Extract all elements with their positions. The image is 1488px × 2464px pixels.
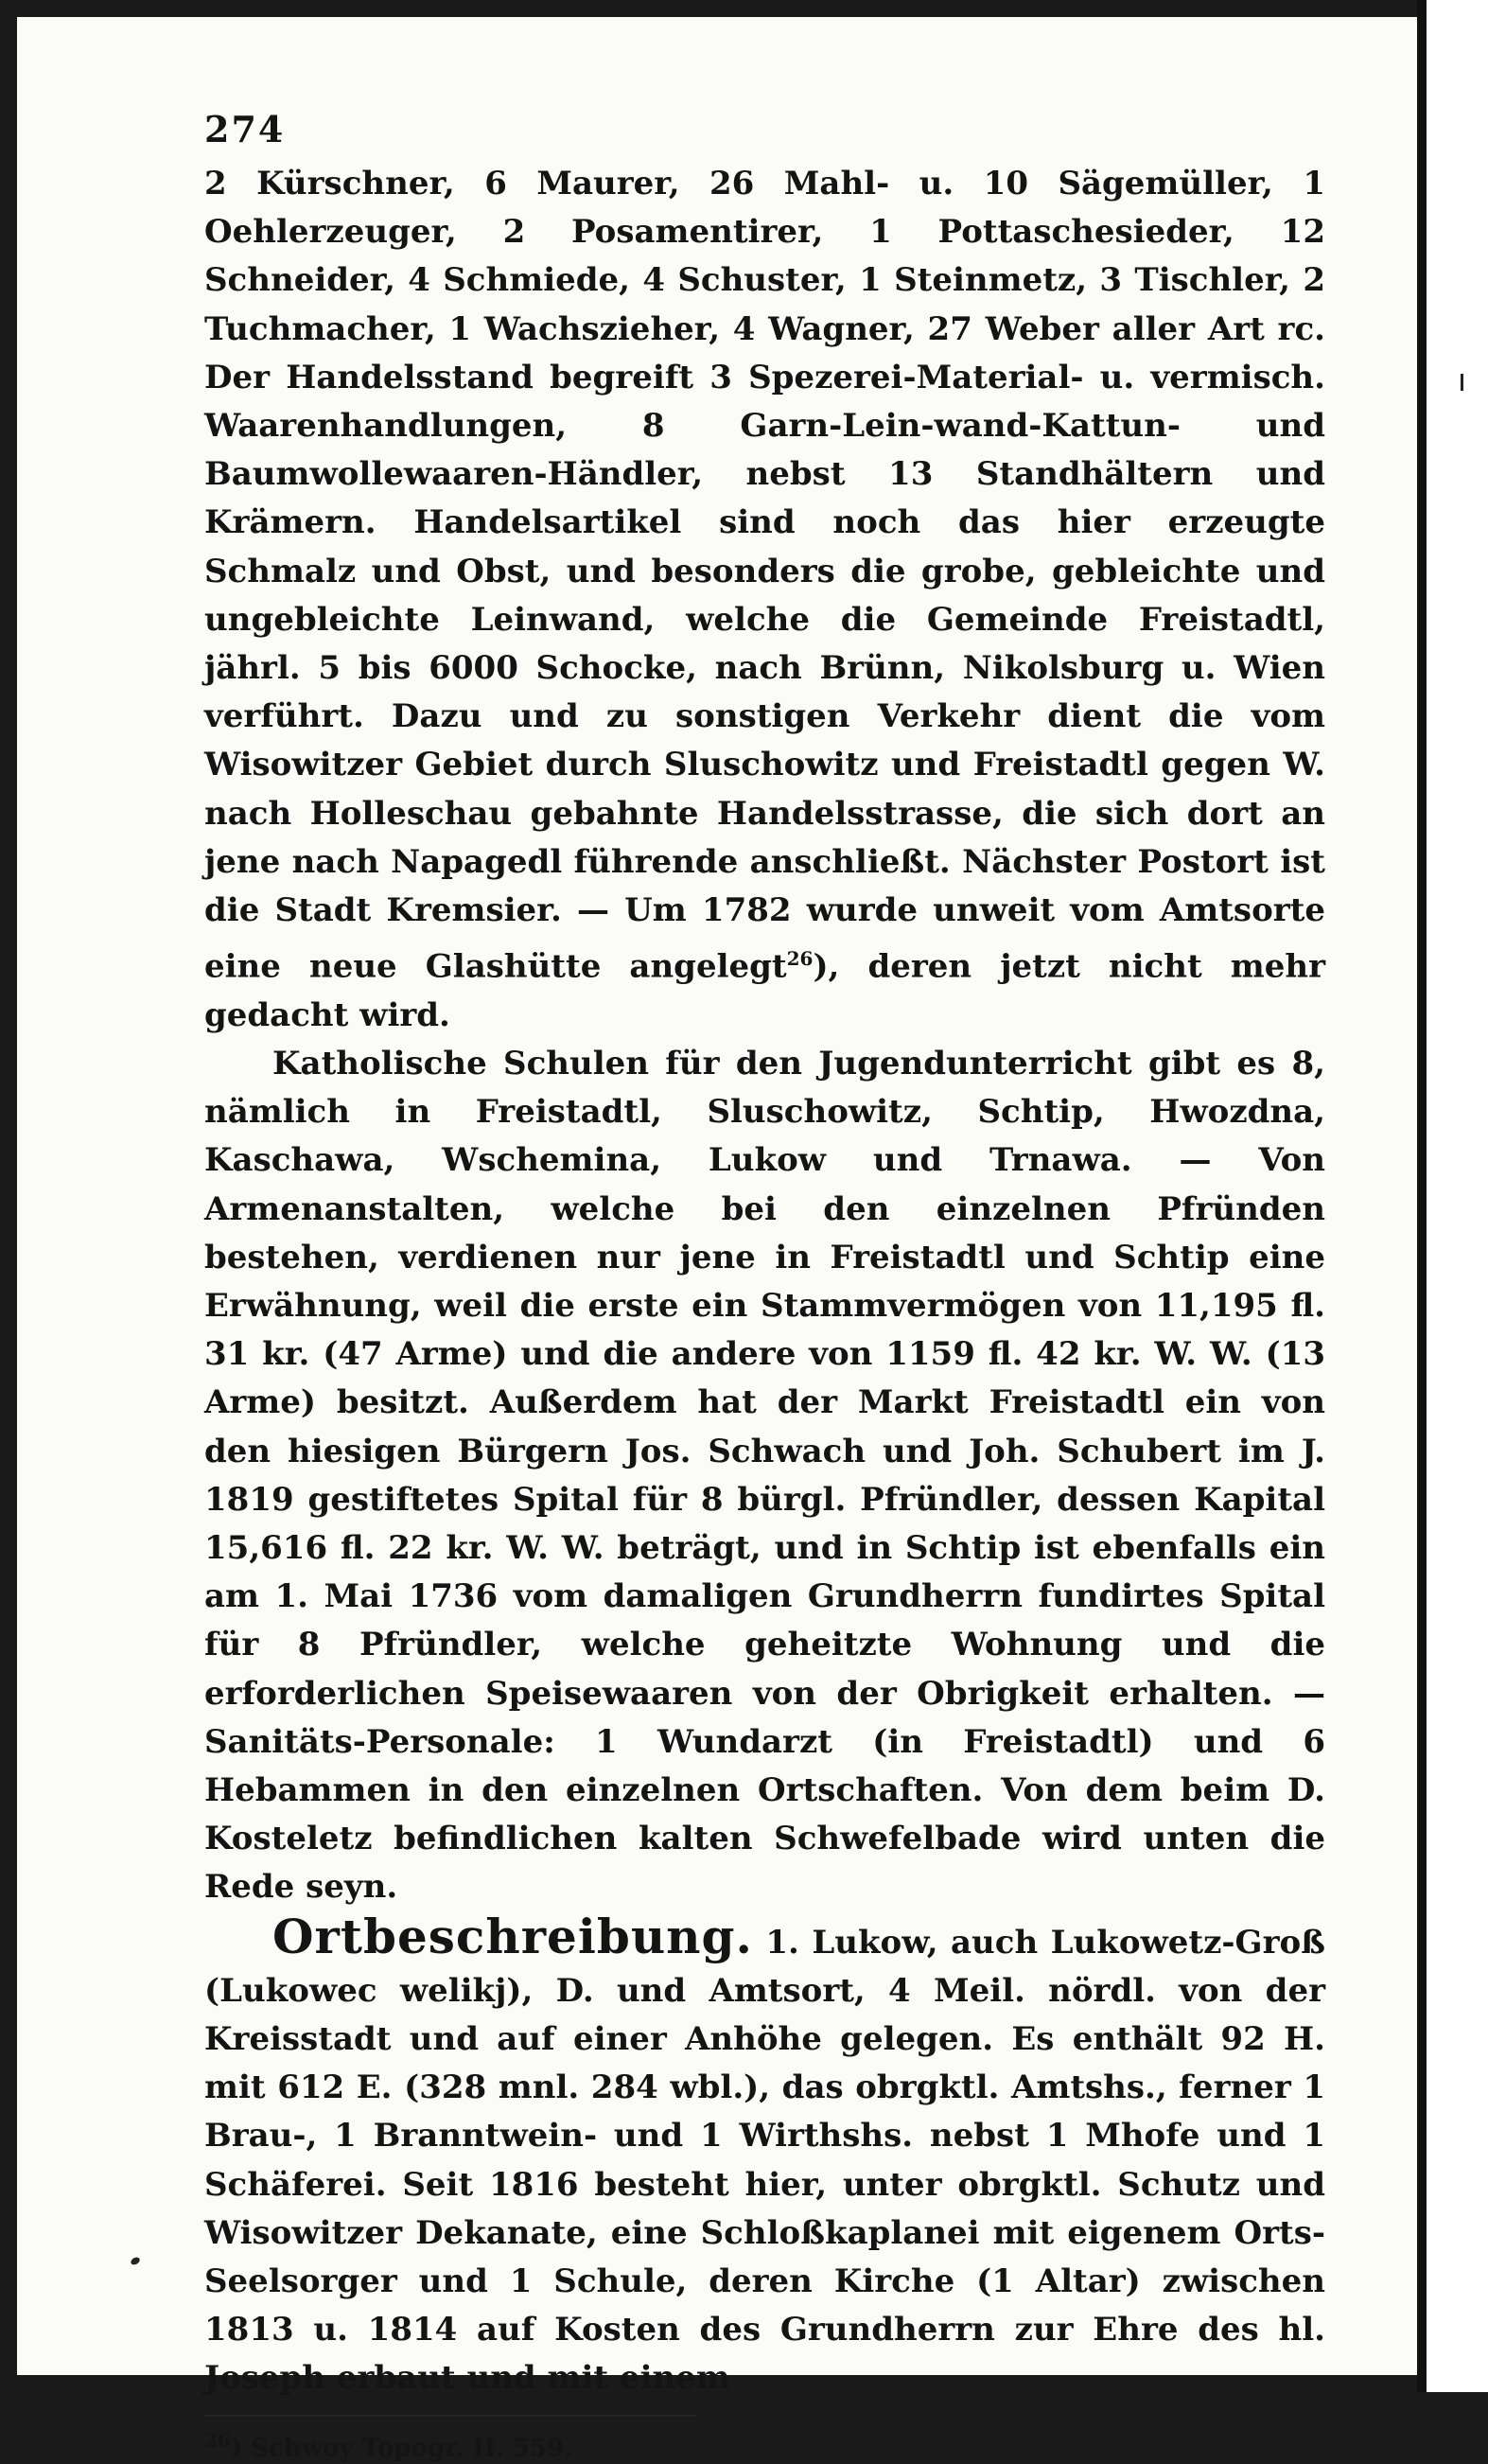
paragraph-locations bbox=[204, 1908, 1325, 2403]
footnote-ref: 26 bbox=[786, 947, 814, 971]
paragraph-trades bbox=[204, 160, 1325, 1040]
ink-speck bbox=[130, 2256, 141, 2266]
adjacent-page-edge bbox=[1417, 0, 1488, 2392]
paragraph-locations-text: 1. Lukow, auch Lukowetz-Groß (Lukowec welikj), D. und Amtsort, 4 Meil. nördl. von der Kreisstadt und auf einer Anhöhe gelegen. Es enthält 92 H. mit 612 E. (328 mnl. 284 wbl.), das obrgktl. Amtshs., ferner 1 Brau-, 1 Branntwein- und 1 Wirthshs. nebst 1 Mhofe und 1 Schäferei. Seit 1816 besteht hier, unter obrgktl. Schutz und Wisowitzer Dekanate, eine Schloßkaplanei mit eigenem Orts-Seelsorger und 1 Schule, deren Kirche (1 Altar) zwischen 1813 u. 1814 auf Kosten des Grundherrn zur Ehre des hl. Joseph erbaut und mit einem bbox=[204, 1923, 1325, 2398]
paragraph-schools: Katholische Schulen für den Jugendunterricht gibt es 8, nämlich in Freistadtl, Sluschowitz, Schtip, Hwozdna, Kaschawa, Wschemina, Lukow und Trnawa. — Von Armenanstalten, welche bei den einzelnen Pfründen bestehen, verdienen nur jene in Freistadtl und Schtip eine Erwähnung, weil die erste ein Stammvermögen von 11,195 fl. 31 kr. (47 Arme) und die andere von 1159 fl. 42 kr. W. W. (13 Arme) besitzt. Außerdem hat der Markt Freistadtl ein von den hiesigen Bürgern Jos. Schwach und Joh. Schubert im J. 1819 gestiftetes Spital für 8 bürgl. Pfründler, dessen Kapital 15,616 fl. 22 kr. W. W. beträgt, und in Schtip ist ebenfalls ein am 1. Mai 1736 vom damaligen Grundherrn fundirtes Spital für 8 Pfründler, welche geheitzte Wohnung und die erforderlichen Speisewaaren von der Obrigkeit erhalten. — Sanitäts-Personale: 1 Wundarzt (in Freistadtl) und 6 Hebammen in den einzelnen Ortschaften. Von dem beim D. Kosteletz befindlichen kalten Schwefelbade wird unten die Rede seyn. bbox=[204, 1044, 1325, 1907]
page-number: 274 bbox=[204, 108, 286, 150]
paragraph-trades-end: ), deren jetzt nicht mehr gedacht wird. bbox=[204, 947, 1325, 1034]
edge-mark bbox=[1461, 374, 1463, 391]
footnote-text: ) Schwoy Topogr. II. 559. bbox=[230, 2434, 573, 2463]
section-heading: Ortbeschreibung. bbox=[272, 1908, 753, 1964]
footnote-number: 26 bbox=[204, 2428, 231, 2452]
footnote-divider bbox=[204, 2415, 696, 2417]
footnote bbox=[204, 2424, 1325, 2464]
paragraph-trades-text: 2 Kürschner, 6 Maurer, 26 Mahl- u. 10 Sägemüller, 1 Oehlerzeuger, 2 Posamentirer, 1 Pottaschesieder, 12 Schneider, 4 Schmiede, 4 Schuster, 1 Steinmetz, 3 Tischler, 2 Tuchmacher, 1 Wachszieher, 4 Wagner, 27 Weber aller Art rc. Der Handelsstand begreift 3 Spezerei-Material- u. vermisch. Waarenhandlungen, 8 Garn-Lein-wand-Kattun- und Baumwollewaaren-Händler, nebst 13 Standhältern und Krämern. Handelsartikel sind noch das hier erzeugte Schmalz und Obst, und besonders die grobe, gebleichte und ungebleichte Leinwand, welche die Gemeinde Freistadtl, jährl. 5 bis 6000 Schocke, nach Brünn, Nikolsburg u. Wien verführt. Dazu und zu sonstigen Verkehr dient die vom Wisowitzer Gebiet durch Sluschowitz und Freistadtl gegen W. nach Holleschau gebahnte Handelsstrasse, die sich dort an jene nach Napagedl führende anschließt. Nächster Postort ist die Stadt Kremsier. — Um 1782 wurde unweit vom Amtsorte eine neue Glashütte angelegt bbox=[204, 165, 1325, 986]
page-content bbox=[204, 108, 1325, 2464]
book-page bbox=[17, 17, 1417, 2463]
